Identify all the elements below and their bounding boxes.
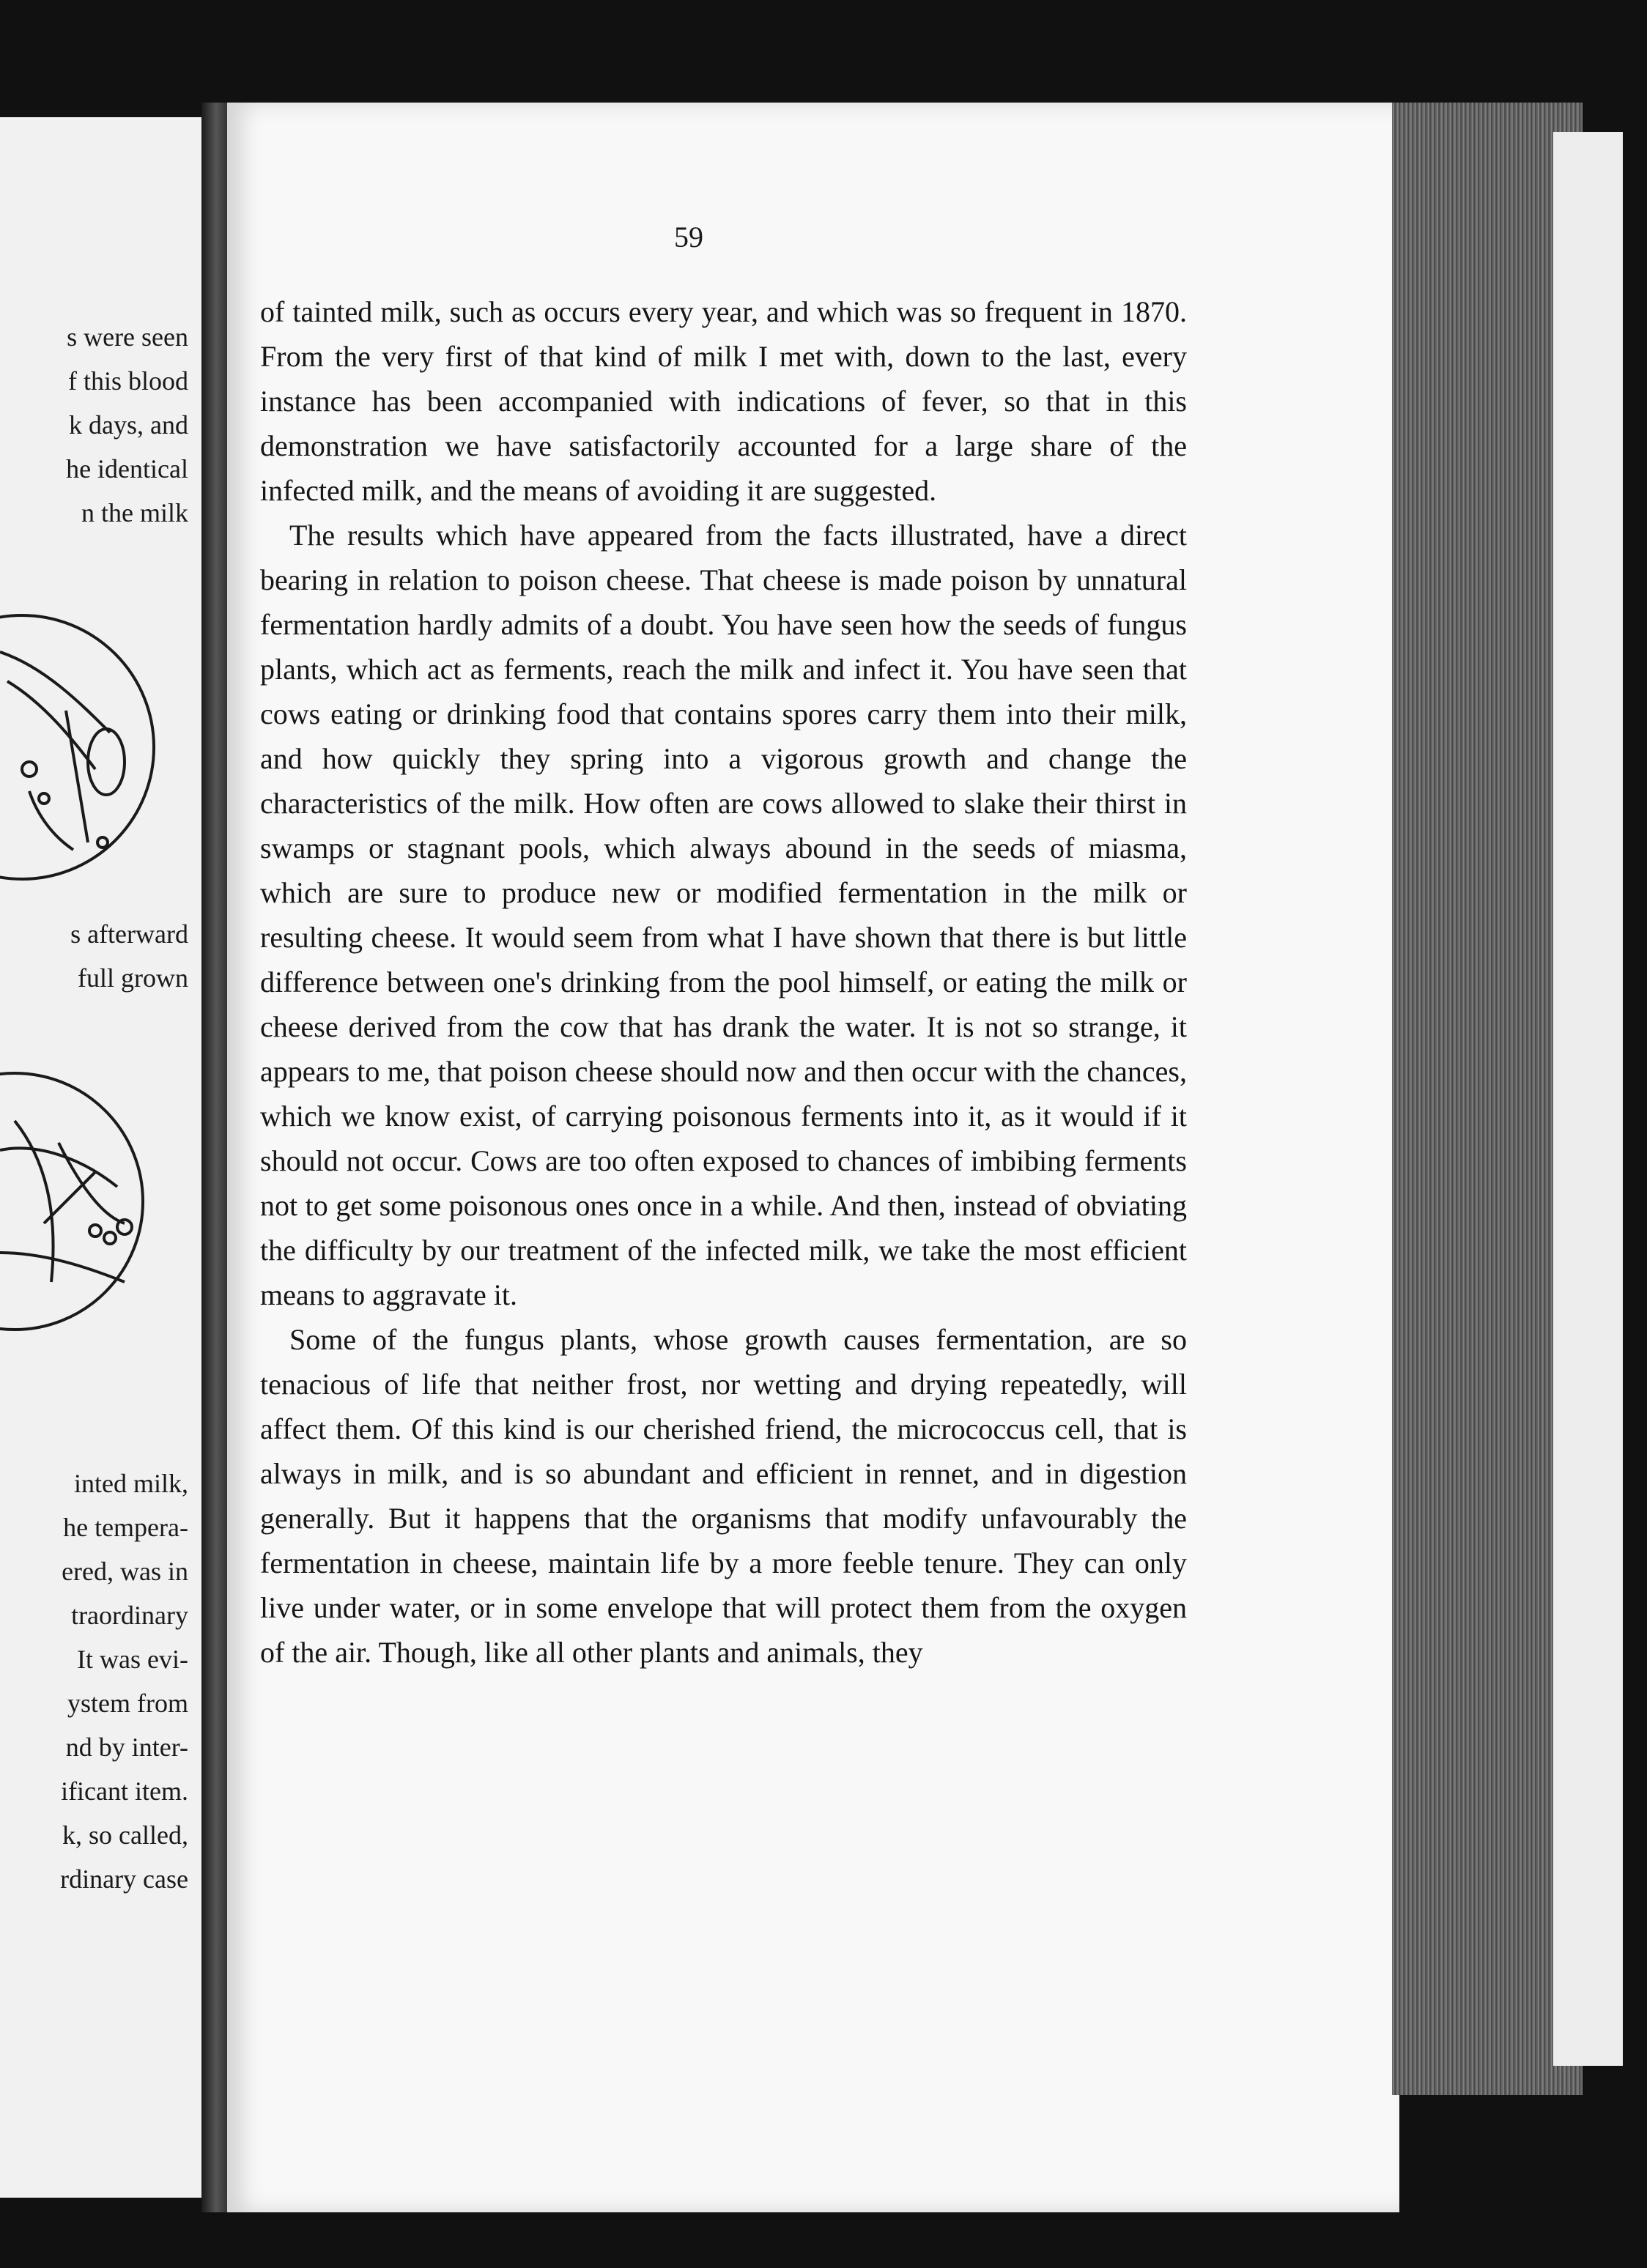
left-page-line: ystem from <box>67 1689 188 1718</box>
left-page <box>0 117 206 2198</box>
left-page-line: s afterward <box>70 919 188 949</box>
book-gutter <box>201 103 231 2212</box>
left-page-line: inted milk, <box>74 1469 188 1498</box>
left-page-line: f this blood <box>67 366 188 396</box>
paragraph: Some of the fungus plants, whose growth causes fermentation, are so tenacious of life that neither frost, nor wetting and drying repeatedly, will affect them. Of this kind is our cherished friend, the micrococcus cell, that is always in milk, and is so abundant and efficient in rennet, and in digestion generally. But it happens that the organisms that modify unfavourably the fermentation in cheese, maintain life by a more feeble tenure. They can only live under water, or in some envelope that will protect them from the oxygen of the air. Though, like all other plants and animals, they <box>260 1323 1187 1669</box>
left-page-line: n the milk <box>81 498 188 527</box>
left-page-line: It was evi- <box>77 1645 188 1674</box>
left-page-line: rdinary case <box>60 1864 188 1894</box>
left-page-line: ificant item. <box>61 1776 188 1806</box>
left-page-line: k days, and <box>69 410 188 440</box>
paragraph: of tainted milk, such as occurs every year, and which was so frequent in 1870. From the very first of that kind of milk I met with, down to the last, every instance has been accompanied with indications of fever, so that in this demonstration we have satisfactorily accounted for a large share of the infected milk, and the means of avoiding it are suggested. <box>260 295 1187 507</box>
page-number: 59 <box>674 220 703 253</box>
left-page-line: he tempera- <box>63 1513 188 1542</box>
left-page-line: nd by inter- <box>65 1732 188 1762</box>
left-page-line: s were seen <box>67 322 188 352</box>
left-page-line: he identical <box>66 454 188 483</box>
page-body <box>260 289 1187 1675</box>
left-page-line: full grown <box>78 963 188 993</box>
left-page-line: k, so called, <box>62 1820 188 1850</box>
left-page-line: traordinary <box>71 1601 188 1630</box>
left-page-line: ered, was in <box>62 1557 188 1586</box>
back-page-edge <box>1553 132 1623 2066</box>
paragraph: The results which have appeared from the facts illustrated, have a direct bearing in relation to poison cheese. That cheese is made poison by unnatural fermentation hardly admits of a doubt. You have seen how the seeds of fungus plants, which act as ferments, reach the milk and infect it. You have seen that cows eating or drinking food that contains spores carry them into their milk, and how quickly they spring into a vigorous growth and change the characteristics of the milk. How often are cows allowed to slake their thirst in swamps or stagnant pools, which always abound in the seeds of miasma, which are sure to produce new or modified fermentation in the milk or resulting cheese. It would seem from what I have shown that there is but little difference between one's drinking from the pool himself, or eating the milk or cheese derived from the cow that has drank the water. It is not so strange, it appears to me, that poison cheese should now and then occur with the chances, which we know exist, of carrying poisonous ferments into it, as it would if it should not occur. Cows are too often exposed to chances of imbibing ferments not to get some poisonous ones once in a while. And then, instead of obviating the difficulty by our treatment of the infected milk, we take the most efficient means to aggravate it. <box>260 519 1187 1311</box>
